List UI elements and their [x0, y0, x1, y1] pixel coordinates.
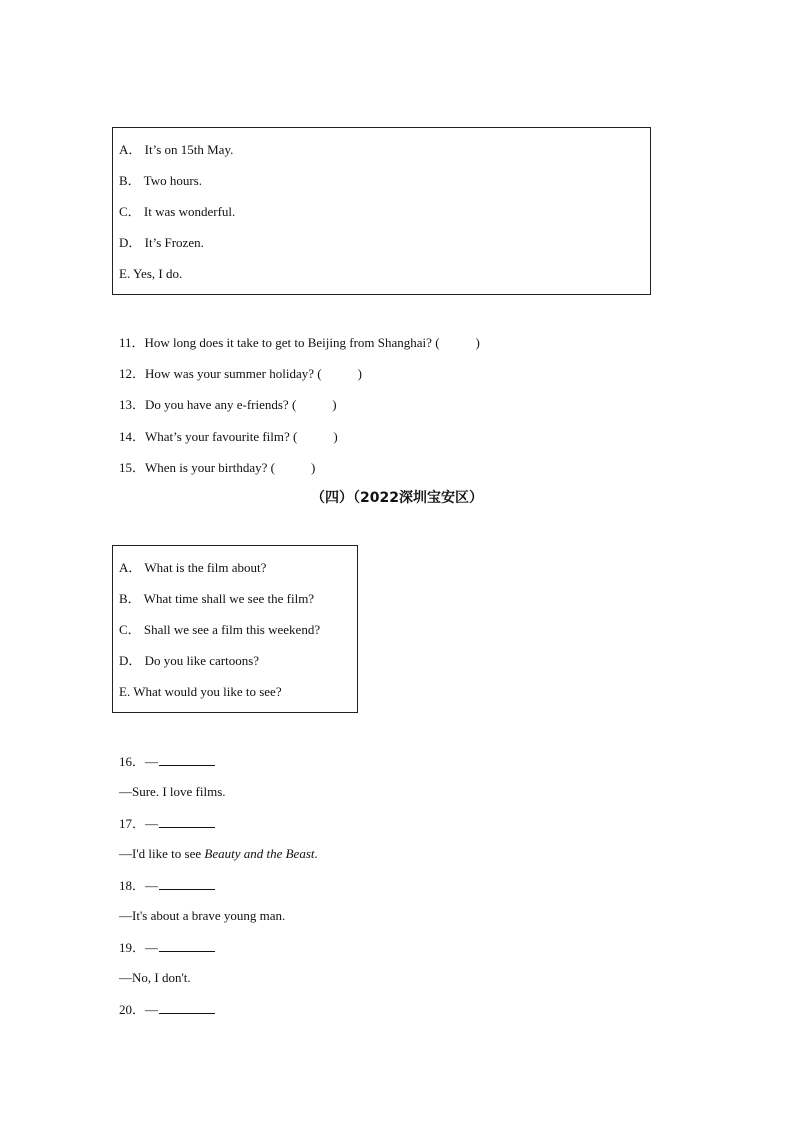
question-text: What’s your favourite film?	[145, 429, 290, 444]
question-13	[119, 397, 337, 413]
answer-blank[interactable]	[159, 877, 215, 890]
question-number: 11．	[119, 335, 145, 350]
option-e: E. Yes, I do.	[119, 266, 183, 281]
dialogue-18-prompt	[119, 877, 215, 894]
dialogue-16-reply: —Sure. I love films.	[119, 784, 226, 799]
question-number: 20．	[119, 1002, 146, 1017]
option-d: D． Do you like cartoons?	[119, 653, 260, 668]
answer-paren-open: (	[291, 397, 297, 412]
reply-end: .	[314, 846, 318, 861]
answer-paren-open: (	[293, 429, 298, 444]
question-number: 16．	[119, 754, 146, 769]
question-text: How was your summer holiday?	[145, 366, 314, 381]
question-number: 13．	[119, 397, 146, 412]
dialogue-19-prompt	[119, 939, 215, 956]
section-heading: （四）（2022深圳宝安区）	[311, 490, 483, 506]
answer-paren-close: )	[332, 397, 337, 412]
dash: —	[145, 816, 159, 831]
answer-paren-close: )	[357, 366, 362, 381]
dash: —	[145, 878, 159, 893]
answer-blank[interactable]	[159, 1001, 215, 1014]
answer-blank[interactable]	[159, 753, 215, 766]
question-number: 17．	[119, 816, 146, 831]
dialogue-16-prompt	[119, 753, 215, 770]
dialogue-20-prompt	[119, 1001, 215, 1018]
question-number: 12．	[119, 366, 146, 381]
dash: —	[145, 1002, 159, 1017]
option-c: C． It was wonderful.	[119, 204, 236, 219]
answer-paren-close: )	[311, 460, 316, 475]
answer-paren-close: )	[333, 429, 338, 444]
dialogue-17-prompt	[119, 815, 215, 832]
question-text: How long does it take to get to Beijing from Shanghai?	[144, 335, 432, 350]
question-11	[119, 335, 480, 351]
film-title: Beauty and the Beast	[204, 846, 315, 861]
answer-paren-close: )	[475, 335, 480, 350]
answer-paren-open: (	[435, 335, 440, 350]
answer-paren-open: (	[270, 460, 275, 475]
question-number: 15．	[119, 460, 146, 475]
question-12	[119, 366, 362, 382]
dialogue-19-reply: —No, I don't.	[119, 970, 191, 985]
question-number: 19．	[119, 940, 146, 955]
option-b: B． What time shall we see the film?	[119, 591, 315, 606]
dash: —	[145, 940, 159, 955]
dialogue-17-reply	[119, 846, 318, 862]
question-number: 14．	[119, 429, 146, 444]
question-text: When is your birthday?	[145, 460, 268, 475]
option-c: C． Shall we see a film this weekend?	[119, 622, 321, 637]
dash: —	[145, 754, 159, 769]
option-a: A． What is the film about?	[119, 560, 267, 575]
question-number: 18．	[119, 878, 146, 893]
option-d: D． It’s Frozen.	[119, 235, 204, 250]
option-b: B． Two hours.	[119, 173, 202, 188]
question-text: Do you have any e-friends?	[145, 397, 289, 412]
option-e: E. What would you like to see?	[119, 684, 282, 699]
question-15	[119, 460, 315, 476]
question-14	[119, 429, 338, 445]
answer-paren-open: (	[317, 366, 322, 381]
answer-blank[interactable]	[159, 815, 215, 828]
dialogue-18-reply: —It's about a brave young man.	[119, 908, 286, 923]
option-a: A． It’s on 15th May.	[119, 142, 234, 157]
reply-text: —I'd like to see	[119, 846, 205, 861]
answer-blank[interactable]	[159, 939, 215, 952]
